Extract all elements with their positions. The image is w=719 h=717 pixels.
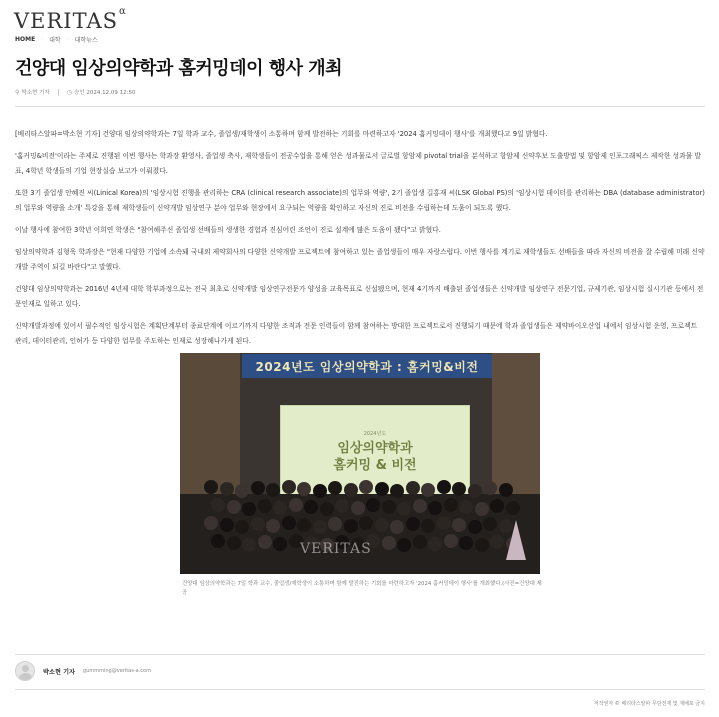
photo-person <box>490 499 504 513</box>
photo-person <box>437 516 451 530</box>
photo-person <box>220 518 234 532</box>
avatar <box>15 661 35 681</box>
paragraph: 임상의약학과 김형욱 학과장은 "현재 다양한 기업에 소속돼 국내외 제약회사의 다양한 신약개발 프로젝트에 참여하고 있는 졸업생들이 매우 자랑스럽다. 이번 행사를 계기로 재학생들도 선배들을 따라 자신의 비전을 잘 수립해 미래 신약개발 주역이 되길 바란다"고 말했다. <box>15 248 705 271</box>
photo-person <box>242 538 256 552</box>
photo-person <box>390 520 404 534</box>
photo-person <box>459 536 473 550</box>
photo-person <box>273 537 287 551</box>
photo-person <box>335 499 349 513</box>
photo-person <box>251 481 265 495</box>
paragraph: 또한 3기 졸업생 안혜진 씨(Linical Korea)의 '임상시험 진행을 관리하는 CRA (clinical research associate)의 업무와 역량', 2기 졸업생 길홍재 씨(LSK Global PS)의 '임상시험 데이터를 관리하는 DBA (database administrator)의 업무와 역량을 소개' 특강을 통해 재학생들이 신약개발 임상연구 분야 업무와 현장에서 요구되는 역량을 확인하고 자신의 진로 비전을 수립하는데 도움이 되도록 했다. <box>15 189 705 212</box>
photo-person <box>304 500 318 514</box>
photo-person <box>421 483 435 497</box>
photo-person <box>328 517 342 531</box>
article-meta <box>15 88 135 96</box>
photo-person <box>344 483 358 497</box>
article-title: 건양대 임상의약학과 홈커밍데이 행사 개최 <box>15 58 343 79</box>
photo-person <box>266 483 280 497</box>
screen-year: 2024년도 <box>363 431 387 437</box>
article-photo[interactable] <box>180 353 540 574</box>
photo-person <box>266 519 280 533</box>
photo-person <box>444 534 458 548</box>
paragraph: [베리타스알파=박소현 기자] 건양대 임상의약학과는 7일 학과 교수, 졸업생/재학생이 소통하며 함께 발전하는 기회를 마련하고자 '2024 홈커밍데이 행사'를 개최했다고 9일 밝혔다. <box>15 130 548 138</box>
paragraph: 신약개발과정에 있어서 필수적인 임상시험은 계획단계부터 종료단계에 이르기까지 다양한 조직과 전문 인력들이 함께 참여하는 방대한 프로젝트로서 진행되기 때문에 학과 졸업생들은 제약바이오산업 내에서 임상시험 운영, 프로젝트 관리, 데이터관리, 인허가 등 다양한 업무를 주도하는 인재로 성장해나가게 된다. <box>15 322 698 345</box>
photo-person <box>506 501 520 515</box>
photo-person <box>483 517 497 531</box>
photo-person <box>227 500 241 514</box>
photo-person <box>351 501 365 515</box>
photo-person <box>375 482 389 496</box>
photo-person <box>468 520 482 534</box>
photo-person <box>468 484 482 498</box>
photo-person <box>406 481 420 495</box>
breadcrumb <box>15 35 98 44</box>
photo-person <box>204 480 218 494</box>
photo-person <box>499 483 513 497</box>
photo-person <box>359 480 373 494</box>
photo-person <box>475 538 489 552</box>
photo-person <box>413 499 427 513</box>
screen-title <box>281 440 469 474</box>
photo-person <box>282 480 296 494</box>
photo-person <box>211 534 225 548</box>
photo-person <box>382 536 396 550</box>
photo-person <box>444 498 458 512</box>
photo-person <box>204 516 218 530</box>
photo-person <box>344 519 358 533</box>
breadcrumb-home[interactable]: HOME <box>15 36 36 43</box>
christmas-tree-icon <box>506 520 526 560</box>
photo-person <box>313 484 327 498</box>
photo-person <box>428 501 442 515</box>
photo-person <box>359 516 373 530</box>
photo-person <box>211 498 225 512</box>
breadcrumb-separator: · <box>66 36 69 43</box>
photo-person <box>282 516 296 530</box>
photo-person <box>452 482 466 496</box>
photo-person <box>475 502 489 516</box>
photo-person <box>297 482 311 496</box>
author-divider-top <box>15 654 705 655</box>
author-divider-bottom <box>15 689 705 690</box>
photo-person <box>313 520 327 534</box>
site-logo[interactable] <box>14 6 127 33</box>
article-body <box>15 127 705 356</box>
photo-caption: 건양대 임상의약학과는 7일 학과 교수, 졸업생/재학생이 소통하며 함께 발전하는 기회를 마련하고자 '2024 홈커밍데이 행사'를 개최했다.(사진=건양대 제공 <box>182 581 542 596</box>
logo-text: VERITAS <box>14 9 119 33</box>
photo-person <box>483 481 497 495</box>
paragraph: 건양대 임상의약학과는 2016년 4년제 대학 학부과정으로는 전국 최초로 신약개발 임상연구전문가 양성을 교육목표로 신설됐으며, 현재 4기까지 배출된 졸업생들은 신약개발 임상연구 전문기업, 규제기관, 임상시험 실시기관 등에서 전문인재로 일하고 있다. <box>15 285 704 308</box>
photo-person <box>235 520 249 534</box>
photo-person <box>406 517 420 531</box>
logo-superscript: α <box>119 6 127 17</box>
paragraph: '홈커밍&비전'이라는 주제로 진행된 이번 행사는 학과장 환영사, 졸업생 축사, 재학생들이 전공수업을 통해 얻은 성과물로서 글로벌 항암제 pivotal trial을 분석하고 항암제 신약후보 도출방법 및 항암제 인포그래픽스 제작한 성과물 발표, 4학년 학생들의 기업 현장실습 보고가 이뤄졌다. <box>15 152 701 175</box>
author-email[interactable]: gummming@veritas-a.com <box>83 668 151 674</box>
photo-person <box>397 502 411 516</box>
photo-person <box>366 498 380 512</box>
breadcrumb-university[interactable]: 대학 <box>49 37 61 44</box>
clock-icon: ◷ <box>66 88 72 96</box>
photo-person <box>297 518 311 532</box>
photo-person <box>258 499 272 513</box>
person-icon: ⚲ <box>15 88 20 96</box>
photo-person <box>459 500 473 514</box>
photo-person <box>289 498 303 512</box>
photo-person <box>328 481 342 495</box>
meta-divider <box>58 89 59 96</box>
breadcrumb-university-news[interactable]: 대학뉴스 <box>74 37 98 44</box>
copyright-notice: 저작권자 © 베리타스알파 무단전재 및 재배포 금지 <box>593 701 705 707</box>
photo-person <box>235 484 249 498</box>
photo-event-banner: 2024년도 임상의약학과 : 홈커밍&비전 <box>242 354 492 378</box>
author-box <box>15 661 151 681</box>
photo-person <box>251 517 265 531</box>
article-published-date: 승인 2024.12.09 12:50 <box>73 90 136 96</box>
paragraph: 이날 행사에 참여한 3학년 이희연 학생은 "참여해주신 졸업생 선배들의 생생한 경험과 진심어린 조언이 진로 설계에 많은 도움이 됐다"고 밝혔다. <box>15 226 441 234</box>
photo-person <box>390 484 404 498</box>
photo-person <box>413 535 427 549</box>
photo-watermark: VERITAS <box>300 541 372 557</box>
header-divider <box>15 106 705 107</box>
photo-person <box>242 502 256 516</box>
photo-person <box>220 482 234 496</box>
photo-person <box>428 537 442 551</box>
photo-person <box>227 536 241 550</box>
breadcrumb-separator: · <box>41 36 44 43</box>
photo-person <box>397 538 411 552</box>
photo-person <box>273 501 287 515</box>
photo-person <box>421 519 435 533</box>
photo-person <box>258 535 272 549</box>
photo-person <box>452 518 466 532</box>
photo-person <box>490 535 504 549</box>
screen-title-line2: 홈커밍 & 비전 <box>333 458 417 473</box>
screen-title-line1: 임상의약학과 <box>337 441 413 456</box>
photo-person <box>382 500 396 514</box>
author-name[interactable]: 박소현 기자 <box>43 668 76 676</box>
photo-person <box>437 480 451 494</box>
article-reporter: 박소현 기자 <box>21 90 50 96</box>
photo-person <box>375 518 389 532</box>
photo-person <box>320 502 334 516</box>
